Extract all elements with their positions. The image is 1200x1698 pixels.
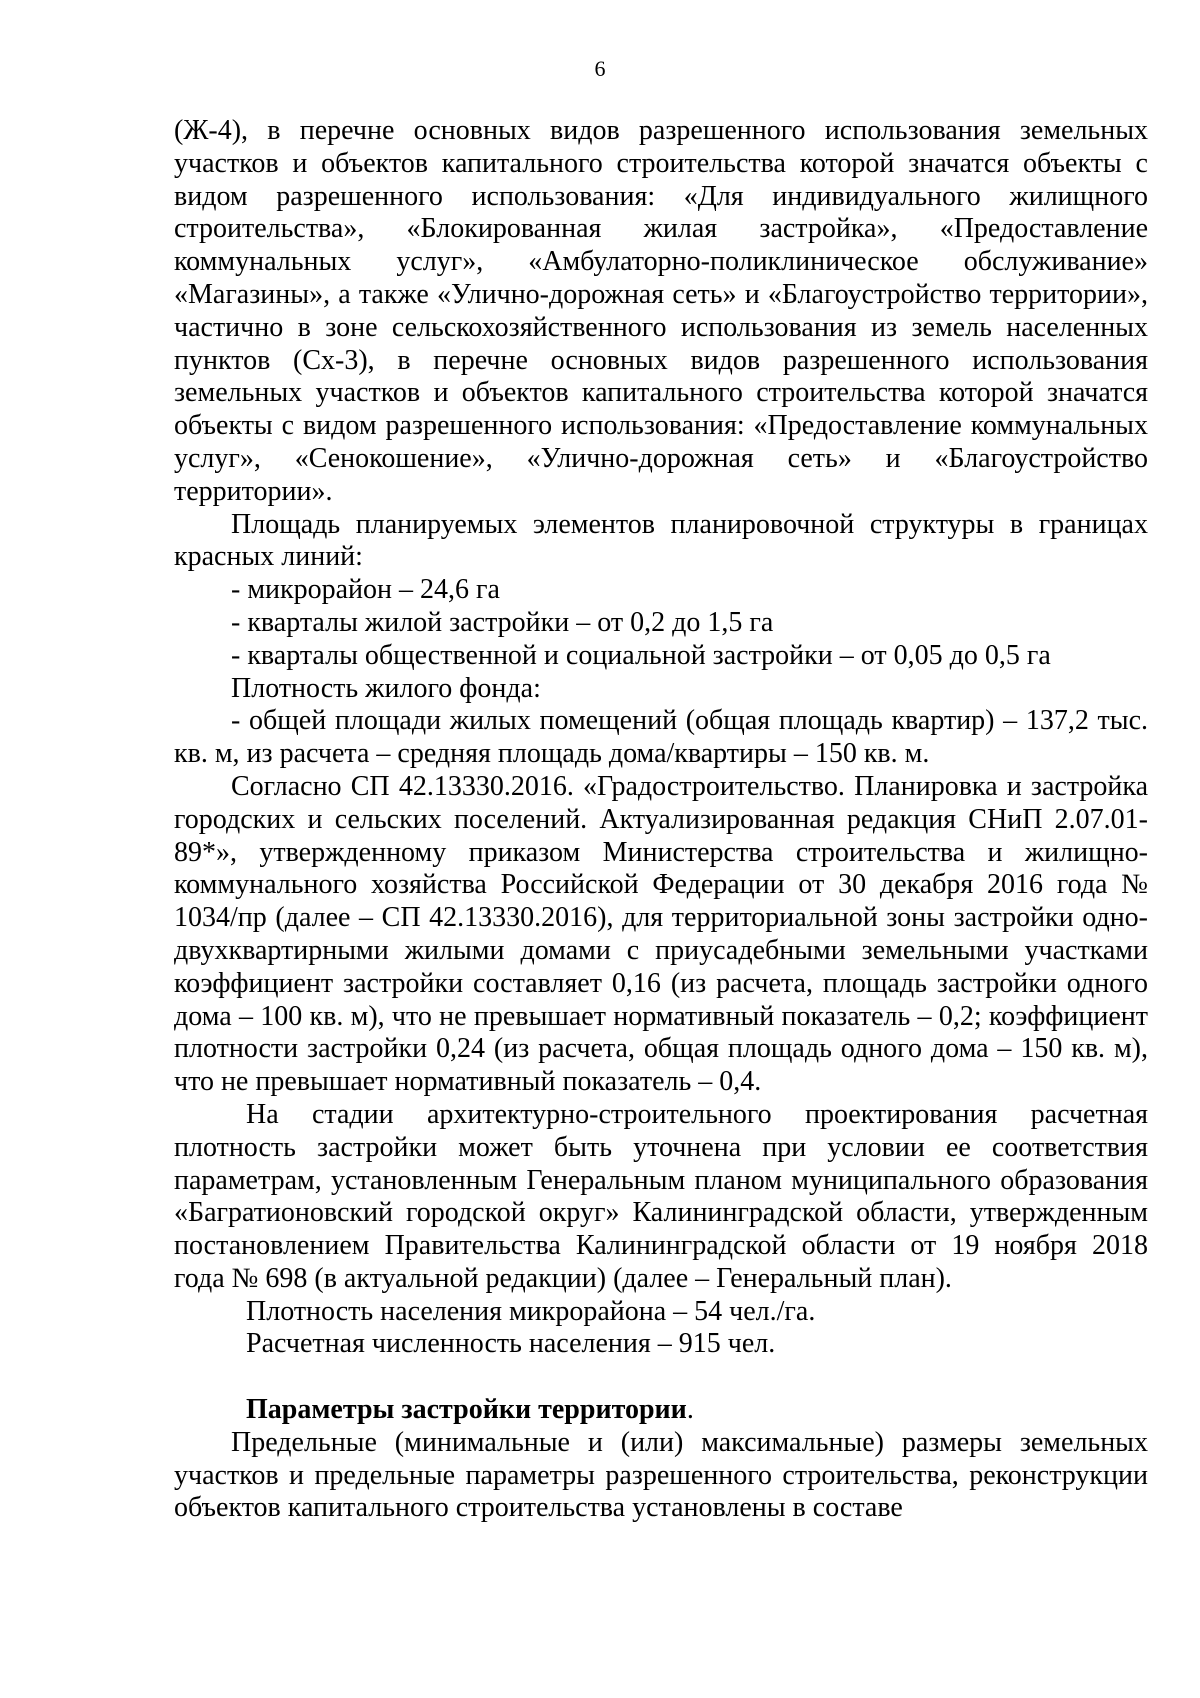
paragraph-population-count: Расчетная численность населения – 915 чел.: [246, 1328, 776, 1360]
section-heading-text: Параметры застройки территории: [246, 1394, 687, 1426]
section-heading-period: .: [686, 1394, 694, 1426]
list-item-residential-blocks: - кварталы жилой застройки – от 0,2 до 1,5 га: [231, 606, 774, 638]
page-number: 6: [594, 56, 606, 81]
list-item-public-blocks: - кварталы общественной и социальной застройки – от 0,05 до 0,5 га: [231, 639, 1051, 671]
blank-line: [174, 1361, 1148, 1394]
list-item-microdistrict: - микрорайон – 24,6 га: [231, 574, 500, 606]
paragraph-sp-reference: Согласно СП 42.13330.2016. «Градостроительство. Планировка и застройка городских и сельских поселений. Актуализированная редакция СНиП 2.07.01-89*», утвержденному приказом Министерства строительства и жилищно-коммунального хозяйства Российской Федерации от 30 декабря 2016 года № 1034/пр (далее – СП 42.13330.2016), для территориальной зоны застройки одно-двухквартирными жилыми домами с приусадебными земельными участками коэффициент застройки составляет 0,16 (из расчета, площадь застройки одного дома – 100 кв. м), что не превышает нормативный показатель – 0,2; коэффициент плотности застройки 0,24 (из расчета, общая площадь одного дома – 150 кв. м), что не превышает нормативный показатель – 0,4.: [174, 770, 1148, 1098]
document-body: [174, 115, 1148, 1525]
section-heading: [174, 1394, 1148, 1427]
paragraph-housing-density: Плотность жилого фонда:: [231, 672, 541, 704]
paragraph-design-stage: На стадии архитектурно-строительного проектирования расчетная плотность застройки может быть уточнена при условии ее соответствия параметрам, установленным Генеральным планом муниципального образования «Багратионовский городской округ» Калининградской области, утвержденным постановлением Правительства Калининградской области от 19 ноября 2018 года № 698 (в актуальной редакции) (далее – Генеральный план).: [174, 1098, 1148, 1294]
paragraph-area-intro: Площадь планируемых элементов планировочной структуры в границах красных линий:: [174, 508, 1148, 573]
paragraph-population-density: Плотность населения микрорайона – 54 чел./га.: [246, 1295, 816, 1327]
paragraph-parameters: Предельные (минимальные и (или) максимальные) размеры земельных участков и предельные параметры разрешенного строительства, реконструкции объектов капитального строительства установлены в составе: [174, 1426, 1148, 1524]
paragraph-zones: (Ж-4), в перечне основных видов разрешенного использования земельных участков и объектов капитального строительства которой значатся объекты с видом разрешенного использования: «Для индивидуального жилищного строительства», «Блокированная жилая застройка», «Предоставление коммунальных услуг», «Амбулаторно-поликлиническое обслуживание» «Магазины», а также «Улично-дорожная сеть» и «Благоустройство территории», частично в зоне сельскохозяйственного использования из земель населенных пунктов (Сх-3), в перечне основных видов разрешенного использования земельных участков и объектов капитального строительства которой значатся объекты с видом разрешенного использования: «Предоставление коммунальных услуг», «Сенокошение», «Улично-дорожная сеть» и «Благоустройство территории».: [174, 115, 1148, 507]
list-item-floor-area: - общей площади жилых помещений (общая площадь квартир) – 137,2 тыс. кв. м, из расчета – средняя площадь дома/квартиры – 150 кв. м.: [174, 705, 1148, 770]
